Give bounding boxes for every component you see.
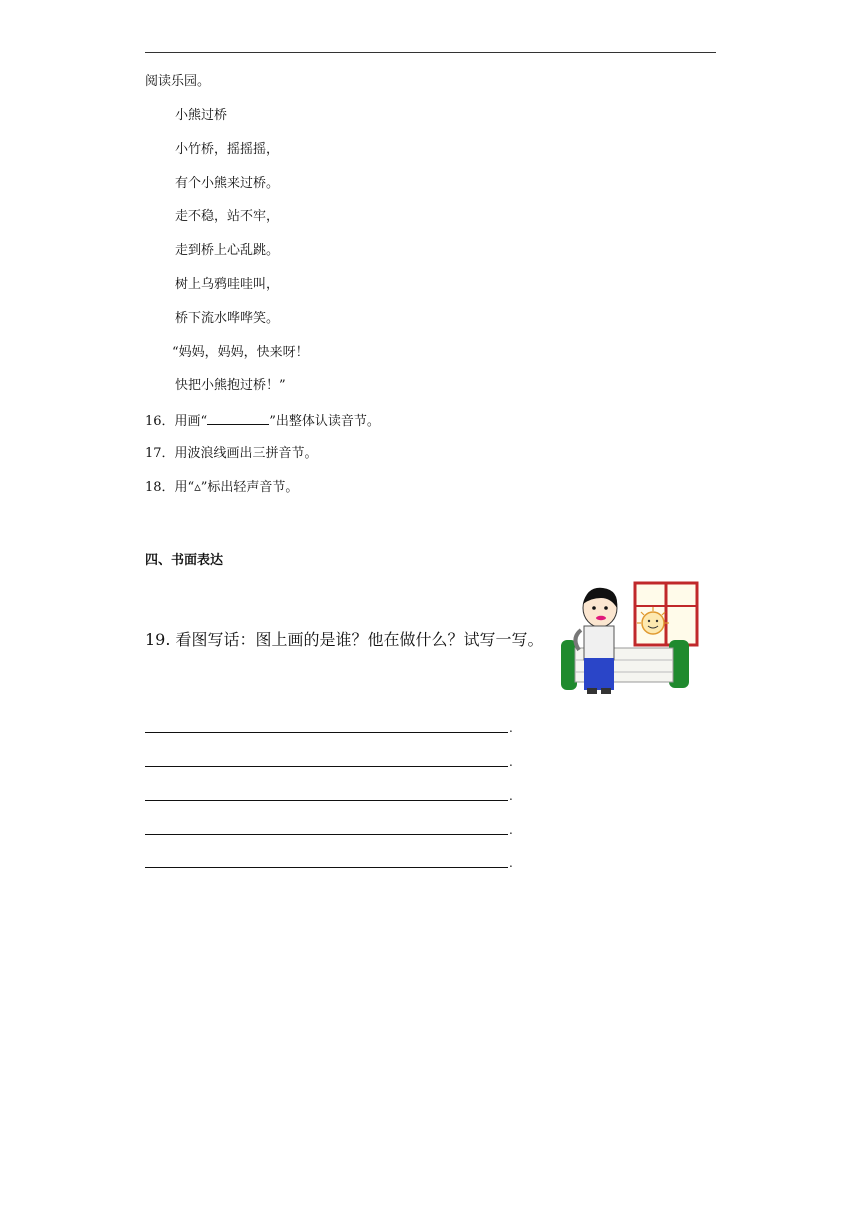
mouth <box>596 616 606 620</box>
header-rule <box>145 52 716 53</box>
poem-line: 走不稳，站不牢， <box>175 209 280 224</box>
question-text-after: ”出整体认读音节。 <box>269 414 380 429</box>
question-16 <box>145 412 380 430</box>
answer-line-end: . <box>509 789 513 803</box>
poem-line: 树上乌鸦哇哇叫， <box>175 277 280 292</box>
poem-line: “妈妈，妈妈，快来呀！ <box>172 345 309 360</box>
answer-line[interactable] <box>145 766 508 767</box>
trousers <box>584 658 614 690</box>
sun-icon <box>642 612 664 634</box>
question-number: 18． <box>145 480 175 495</box>
question-19: 19. 看图写话：图上画的是谁？他在做什么？试写一写。 <box>145 630 544 649</box>
answer-line[interactable] <box>145 867 508 868</box>
section-intro: 阅读乐园。 <box>145 74 211 89</box>
answer-line-end: . <box>509 755 513 769</box>
question-number: 17． <box>145 446 175 461</box>
shirt <box>584 626 614 660</box>
poem-line: 桥下流水哗哗笑。 <box>175 311 280 326</box>
poem-title: 小熊过桥 <box>175 108 228 123</box>
question-18 <box>145 480 298 496</box>
answer-line[interactable] <box>145 800 508 801</box>
poem-line: 小竹桥，摇摇摇， <box>175 142 280 157</box>
poem-line: 走到桥上心乱跳。 <box>175 243 280 258</box>
answer-line-end: . <box>509 823 513 837</box>
underline-blank <box>207 412 269 425</box>
answer-line-end: . <box>509 721 513 735</box>
answer-line[interactable] <box>145 732 508 733</box>
section-heading: 四、书面表达 <box>145 553 224 568</box>
answer-line-end: . <box>509 856 513 870</box>
poem-line: 有个小熊来过桥。 <box>175 176 280 191</box>
question-number: 16． <box>145 414 175 429</box>
boy-at-window-illustration <box>557 578 717 700</box>
question-text-before: 用画“ <box>174 414 208 429</box>
question-text: 用“▵”标出轻声音节。 <box>174 480 299 495</box>
question-17 <box>145 446 318 462</box>
question-text: 用波浪线画出三拼音节。 <box>174 446 318 461</box>
poem-line: 快把小熊抱过桥！” <box>175 378 286 393</box>
answer-line[interactable] <box>145 834 508 835</box>
